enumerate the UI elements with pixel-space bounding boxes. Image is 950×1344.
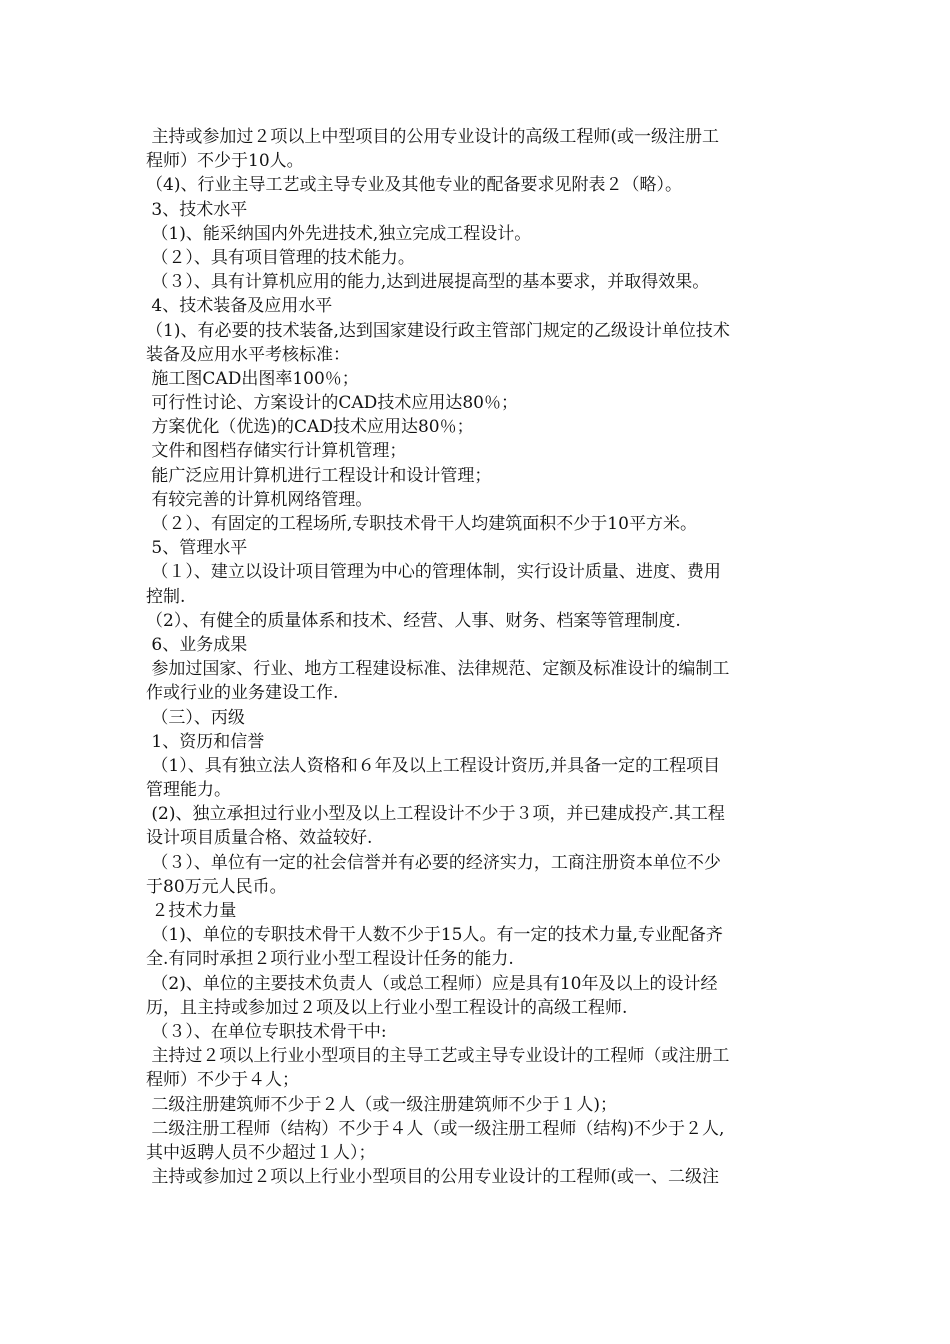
document-body — [146, 125, 810, 1189]
text-line: 设计项目质量合格、效益较好. — [146, 828, 373, 849]
text-line: 作或行业的业务建设工作. — [146, 683, 339, 704]
text-line: （2）、有健全的质量体系和技术、经营、人事、财务、档案等管理制度. — [146, 610, 681, 631]
text-line: 二级注册建筑师不少于２人（或一级注册建筑师不少于１人)； — [146, 1094, 618, 1115]
text-line: 4、技术装备及应用水平 — [146, 296, 333, 317]
text-line: 能广泛应用计算机进行工程设计和设计管理； — [146, 465, 492, 486]
text-line: 历，且主持或参加过２项及以上行业小型工程设计的高级工程师. — [146, 997, 628, 1018]
text-line: （３）、具有计算机应用的能力,达到进展提高型的基本要求，并取得效果。 — [146, 272, 710, 293]
text-line: 文件和图档存储实行计算机管理； — [146, 441, 407, 462]
text-line: 方案优化（优选)的CAD技术应用达80％； — [146, 417, 474, 438]
text-line: 3、技术水平 — [146, 199, 248, 220]
text-line: （1)、单位的专职技术骨干人数不少于15人。有一定的技术力量,专业配备齐 — [146, 925, 723, 946]
text-line: 于80万元人民币。 — [146, 876, 287, 897]
text-line: （4)、行业主导工艺或主导专业及其他专业的配备要求见附表２（略）。 — [146, 175, 682, 196]
text-line: 二级注册工程师（结构）不少于４人（或一级注册工程师（结构)不少于２人, — [146, 1118, 725, 1139]
text-line: （1)、能采纳国内外先进技术,独立完成工程设计。 — [146, 223, 532, 244]
text-line: ２技术力量 — [146, 901, 237, 921]
text-line: 管理能力。 — [146, 780, 231, 801]
text-line: 程师）不少于４人； — [146, 1070, 299, 1091]
text-line: 有较完善的计算机网络管理。 — [146, 489, 373, 510]
text-line: 其中返聘人员不少超过１人）； — [146, 1142, 376, 1163]
text-line: (2)、独立承担过行业小型及以上工程设计不少于３项，并已建成投产.其工程 — [146, 804, 725, 825]
text-line: 1、资历和信誉 — [146, 731, 265, 752]
text-line: 全.有同时承担２项行业小型工程设计任务的能力. — [146, 949, 514, 970]
text-line: 参加过国家、行业、地方工程建设标准、法律规范、定额及标准设计的编制工 — [146, 659, 730, 680]
text-line: （2)、单位的主要技术负责人（或总工程师）应是具有10年及以上的设计经 — [146, 973, 718, 994]
text-line: （三）、丙级 — [146, 707, 245, 728]
text-line: 程师）不少于10人。 — [146, 151, 304, 172]
text-line: 主持或参加过２项以上中型项目的公用专业设计的高级工程师(或一级注册工 — [146, 127, 720, 147]
text-line: （1)、有必要的技术装备,达到国家建设行政主管部门规定的乙级设计单位技术 — [146, 320, 730, 341]
text-line: （３）、单位有一定的社会信誉并有必要的经济实力，工商注册资本单位不少 — [146, 852, 721, 873]
text-line: 主持或参加过２项以上行业小型项目的公用专业设计的工程师(或一、二级注 — [146, 1167, 720, 1188]
text-line: 可行性讨论、方案设计的CAD技术应用达80％； — [146, 393, 518, 414]
text-line: （３）、在单位专职技术骨干中: — [146, 1021, 387, 1042]
text-line: 控制. — [146, 586, 186, 607]
text-line: （２）、具有项目管理的技术能力。 — [146, 247, 415, 268]
text-line: 5、管理水平 — [146, 538, 248, 559]
text-line: 施工图CAD出图率100％； — [146, 368, 359, 389]
text-line: （２）、有固定的工程场所,专职技术骨干人均建筑面积不少于10平方米。 — [146, 514, 697, 534]
text-line: 装备及应用水平考核标准： — [146, 344, 350, 365]
text-line: 6、业务成果 — [146, 634, 248, 655]
text-line: （1）、具有独立法人资格和６年及以上工程设计资历,并具备一定的工程项目 — [146, 755, 721, 776]
text-line: 主持过２项以上行业小型项目的主导工艺或主导专业设计的工程师（或注册工 — [146, 1046, 730, 1067]
text-line: （１）、建立以设计项目管理为中心的管理体制，实行设计质量、进度、费用 — [146, 562, 721, 583]
